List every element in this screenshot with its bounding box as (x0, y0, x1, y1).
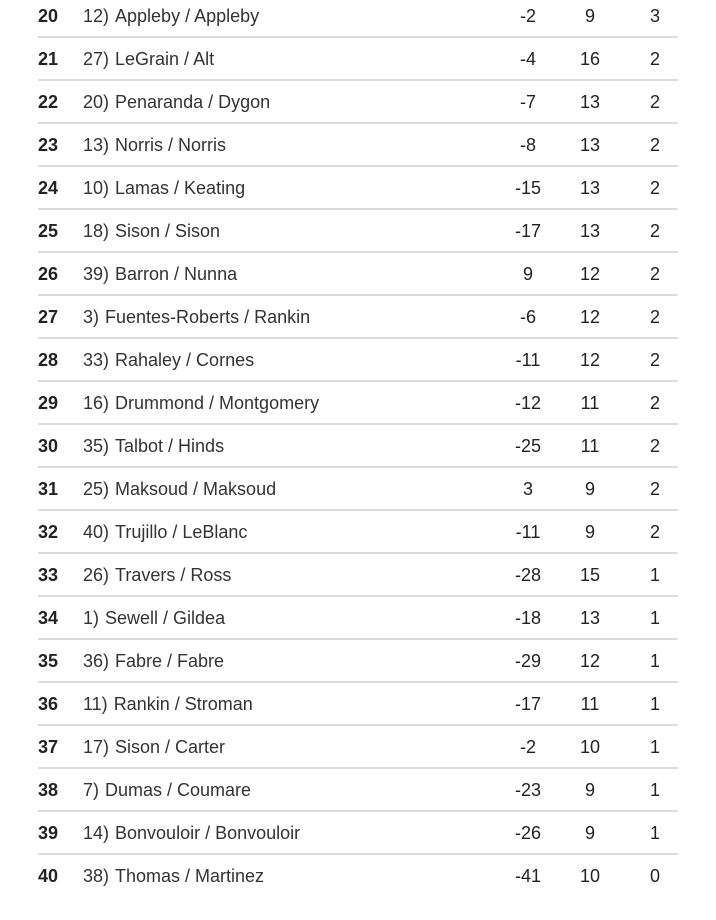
team-name: Fuentes-Roberts / Rankin (105, 307, 311, 327)
points-value: 9 (584, 479, 595, 499)
rank-number: 30 (38, 436, 59, 456)
team-name: Sewell / Gildea (105, 608, 226, 628)
team-name: Sison / Carter (115, 737, 226, 757)
wins-value: 1 (649, 651, 660, 671)
table-row[interactable] (38, 812, 678, 855)
points-value: 12 (579, 651, 601, 671)
wins-value: 2 (649, 350, 660, 370)
points-value: 10 (579, 866, 601, 886)
point-differential: -6 (519, 307, 536, 327)
point-differential: -23 (514, 780, 541, 800)
rank-number: 36 (38, 694, 59, 714)
rank-number: 37 (38, 737, 59, 757)
team-seed: 26) (83, 565, 110, 585)
team-name: Trujillo / LeBlanc (115, 522, 248, 542)
team-seed: 13) (83, 135, 110, 155)
rank-number: 28 (38, 350, 59, 370)
team-cell (83, 511, 247, 554)
team-cell (83, 210, 220, 253)
team-cell (83, 296, 310, 339)
team-seed: 36) (83, 651, 110, 671)
team-cell (83, 468, 276, 511)
wins-value: 1 (649, 608, 660, 628)
rank-number: 22 (38, 92, 59, 112)
table-row[interactable] (38, 0, 678, 38)
team-seed: 14) (83, 823, 110, 843)
rank-number: 31 (38, 479, 59, 499)
team-seed: 35) (83, 436, 110, 456)
table-row[interactable] (38, 296, 678, 339)
team-name: LeGrain / Alt (115, 49, 215, 69)
points-value: 9 (584, 823, 595, 843)
rank-number: 39 (38, 823, 59, 843)
points-value: 9 (584, 522, 595, 542)
team-name: Drummond / Montgomery (115, 393, 320, 413)
rank-number: 40 (38, 866, 59, 886)
team-seed: 16) (83, 393, 110, 413)
points-value: 12 (579, 264, 601, 284)
standings-table (38, 0, 678, 898)
point-differential: -2 (519, 6, 536, 26)
team-name: Talbot / Hinds (115, 436, 225, 456)
point-differential: -41 (514, 866, 541, 886)
team-seed: 27) (83, 49, 110, 69)
team-name: Bonvouloir / Bonvouloir (115, 823, 301, 843)
team-seed: 20) (83, 92, 110, 112)
wins-value: 2 (649, 393, 660, 413)
team-cell (83, 554, 231, 597)
team-cell (83, 597, 225, 640)
table-row[interactable] (38, 167, 678, 210)
wins-value: 2 (649, 135, 660, 155)
point-differential: -18 (514, 608, 541, 628)
table-row[interactable] (38, 597, 678, 640)
team-cell (83, 81, 270, 124)
table-row[interactable] (38, 339, 678, 382)
table-row[interactable] (38, 855, 678, 898)
team-cell (83, 855, 264, 898)
point-differential: -17 (514, 221, 541, 241)
wins-value: 0 (649, 866, 660, 886)
table-row[interactable] (38, 81, 678, 124)
team-cell (83, 38, 214, 81)
table-row[interactable] (38, 382, 678, 425)
team-seed: 40) (83, 522, 110, 542)
rank-number: 29 (38, 393, 59, 413)
wins-value: 2 (649, 522, 660, 542)
team-cell (83, 124, 226, 167)
points-value: 12 (579, 307, 601, 327)
point-differential: 9 (522, 264, 533, 284)
team-seed: 3) (83, 307, 100, 327)
team-seed: 25) (83, 479, 110, 499)
team-cell (83, 382, 319, 425)
table-row[interactable] (38, 425, 678, 468)
table-row[interactable] (38, 253, 678, 296)
table-row[interactable] (38, 468, 678, 511)
points-value: 9 (584, 780, 595, 800)
team-name: Fabre / Fabre (115, 651, 225, 671)
team-cell (83, 167, 245, 210)
rank-number: 38 (38, 780, 59, 800)
point-differential: -8 (519, 135, 536, 155)
team-seed: 12) (83, 6, 110, 26)
team-seed: 7) (83, 780, 100, 800)
team-cell (83, 683, 253, 726)
wins-value: 1 (649, 565, 660, 585)
team-cell (83, 769, 251, 812)
team-name: Barron / Nunna (115, 264, 238, 284)
wins-value: 3 (649, 6, 660, 26)
table-row[interactable] (38, 38, 678, 81)
rank-number: 26 (38, 264, 59, 284)
points-value: 15 (579, 565, 601, 585)
point-differential: -17 (514, 694, 541, 714)
team-seed: 17) (83, 737, 110, 757)
team-seed: 33) (83, 350, 110, 370)
point-differential: -28 (514, 565, 541, 585)
wins-value: 1 (649, 694, 660, 714)
point-differential: -2 (519, 737, 536, 757)
rank-number: 23 (38, 135, 59, 155)
wins-value: 1 (649, 823, 660, 843)
team-cell (83, 812, 300, 855)
wins-value: 2 (649, 307, 660, 327)
points-value: 10 (579, 737, 601, 757)
rank-number: 24 (38, 178, 59, 198)
team-seed: 1) (83, 608, 100, 628)
team-name: Rahaley / Cornes (115, 350, 255, 370)
point-differential: -25 (514, 436, 541, 456)
point-differential: -12 (514, 393, 541, 413)
team-seed: 11) (83, 694, 108, 714)
table-row[interactable] (38, 124, 678, 167)
team-cell (83, 640, 224, 683)
team-cell (83, 339, 254, 382)
points-value: 13 (579, 92, 601, 112)
team-name: Appleby / Appleby (115, 6, 260, 26)
points-value: 13 (579, 178, 601, 198)
point-differential: -11 (515, 522, 541, 542)
rank-number: 20 (38, 6, 59, 26)
team-seed: 39) (83, 264, 110, 284)
points-value: 13 (579, 608, 601, 628)
point-differential: -7 (519, 92, 536, 112)
rank-number: 34 (38, 608, 59, 628)
wins-value: 2 (649, 92, 660, 112)
point-differential: -29 (514, 651, 541, 671)
rank-number: 32 (38, 522, 59, 542)
team-name: Norris / Norris (115, 135, 227, 155)
points-value: 11 (580, 436, 600, 456)
points-value: 11 (580, 694, 600, 714)
wins-value: 1 (649, 780, 660, 800)
points-value: 9 (584, 6, 595, 26)
wins-value: 1 (649, 737, 660, 757)
table-row[interactable] (38, 726, 678, 769)
point-differential: -11 (515, 350, 541, 370)
team-cell (83, 0, 259, 38)
team-name: Travers / Ross (115, 565, 232, 585)
table-row[interactable] (38, 640, 678, 683)
rank-number: 33 (38, 565, 59, 585)
points-value: 13 (579, 135, 601, 155)
wins-value: 2 (649, 479, 660, 499)
point-differential: -15 (514, 178, 541, 198)
team-name: Lamas / Keating (115, 178, 246, 198)
team-name: Dumas / Coumare (105, 780, 252, 800)
rank-number: 35 (38, 651, 59, 671)
team-cell (83, 425, 224, 468)
team-name: Rankin / Stroman (113, 694, 253, 714)
team-name: Penaranda / Dygon (115, 92, 271, 112)
wins-value: 2 (649, 49, 660, 69)
table-row[interactable] (38, 511, 678, 554)
points-value: 12 (579, 350, 601, 370)
rank-number: 25 (38, 221, 59, 241)
table-row[interactable] (38, 554, 678, 597)
team-cell (83, 253, 237, 296)
team-seed: 10) (83, 178, 110, 198)
points-value: 11 (580, 393, 600, 413)
team-name: Sison / Sison (115, 221, 221, 241)
table-row[interactable] (38, 683, 678, 726)
team-name: Thomas / Martinez (115, 866, 265, 886)
team-seed: 38) (83, 866, 110, 886)
team-name: Maksoud / Maksoud (115, 479, 277, 499)
point-differential: -4 (519, 49, 536, 69)
wins-value: 2 (649, 178, 660, 198)
points-value: 16 (579, 49, 601, 69)
point-differential: 3 (522, 479, 533, 499)
table-row[interactable] (38, 769, 678, 812)
team-cell (83, 726, 225, 769)
rank-number: 27 (38, 307, 59, 327)
rank-number: 21 (38, 49, 59, 69)
table-row[interactable] (38, 210, 678, 253)
point-differential: -26 (514, 823, 541, 843)
wins-value: 2 (649, 264, 660, 284)
team-seed: 18) (83, 221, 110, 241)
points-value: 13 (579, 221, 601, 241)
wins-value: 2 (649, 221, 660, 241)
wins-value: 2 (649, 436, 660, 456)
